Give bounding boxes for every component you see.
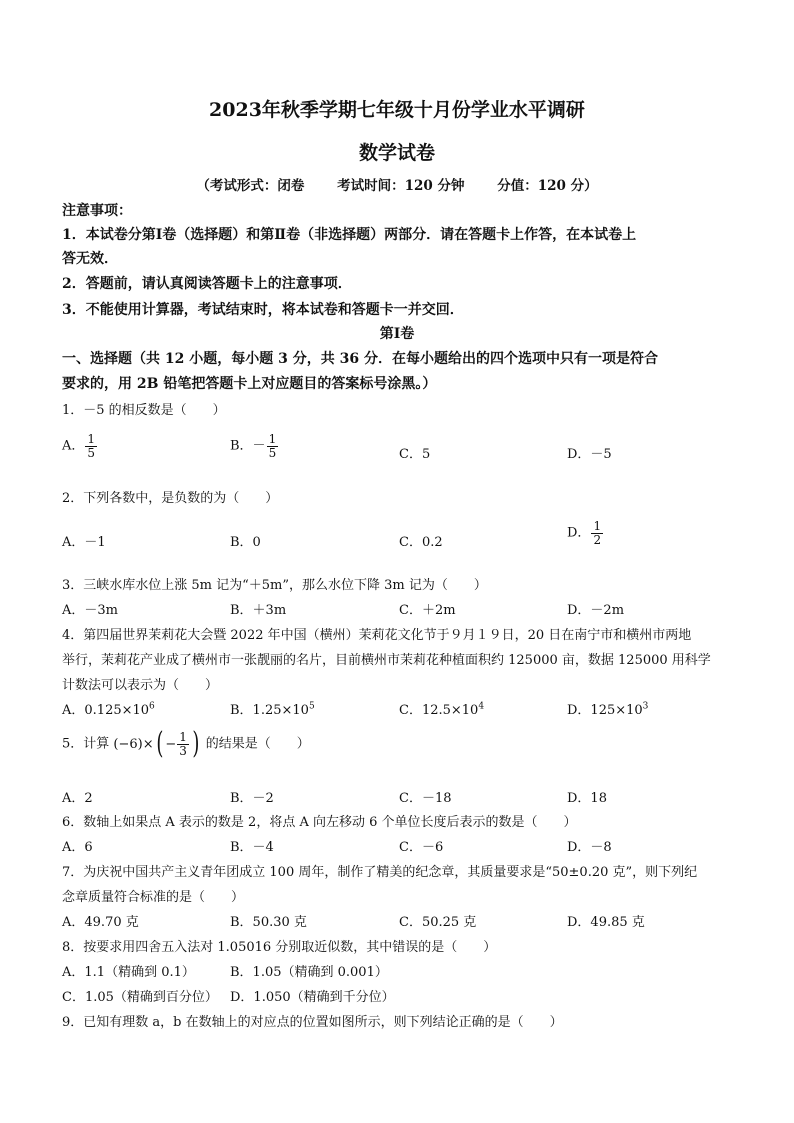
page-subtitle: 数学试卷 bbox=[358, 142, 435, 164]
q4-line-2: 举行，茉莉花产业成了横州市一张靓丽的名片，目前横州市茉莉花种植面积约 125000 亩，数据 125000 用科学 bbox=[62, 653, 711, 668]
q6-stem: 6．数轴上如果点 A 表示的数是 2，将点 A 向左移动 6 个单位长度后表示的数是（ ） bbox=[62, 815, 577, 830]
q5-option-b: B．－2 bbox=[230, 791, 274, 806]
q5-option-a: A．2 bbox=[62, 791, 93, 806]
q2-stem: 2．下列各数中，是负数的为（ ） bbox=[62, 491, 279, 506]
q3-option-b: B．＋3m bbox=[230, 603, 287, 618]
section-1-line-1: 一、选择题（共 12 小题，每小题 3 分，共 36 分．在每小题给出的四个选项中只有一项是符合 bbox=[62, 351, 658, 367]
q2-option-c: C．0.2 bbox=[399, 535, 443, 550]
q2-option-a: A．－1 bbox=[62, 535, 106, 550]
q2-d-fraction: $\frac{1}{2}$ bbox=[593, 519, 602, 547]
q2-option-d: D． $\frac{1}{2}$ bbox=[567, 519, 602, 547]
exam-score: 分值：120 分） bbox=[497, 178, 598, 194]
exam-form: （考试形式：闭卷 bbox=[196, 178, 305, 194]
q5-option-c: C．－18 bbox=[399, 791, 452, 806]
q7-line-1: 7．为庆祝中国共产主义青年团成立 100 周年，制作了精美的纪念章，其质量要求是“50±0.20 克”，则下列纪 bbox=[62, 865, 698, 880]
exam-info bbox=[0, 174, 794, 194]
page-title: 2023年秋季学期七年级十月份学业水平调研 bbox=[209, 99, 585, 121]
q1-option-c: C．5 bbox=[399, 447, 431, 462]
q9-stem: 9．已知有理数 a，b 在数轴上的对应点的位置如图所示，则下列结论正确的是（ ） bbox=[62, 1015, 563, 1030]
q7-option-d: D．49.85 克 bbox=[567, 915, 645, 930]
q5-expression: (−6)×( − $\frac{1}{3}$ ) bbox=[113, 726, 200, 761]
note-1b: 答无效． bbox=[62, 251, 118, 267]
q1-option-a: A． $\frac{1}{5}$ bbox=[62, 432, 96, 460]
q7-line-2: 念章质量符合标准的是（ ） bbox=[62, 890, 245, 905]
q3-option-a: A．－3m bbox=[62, 603, 118, 618]
q6-option-d: D．－8 bbox=[567, 840, 612, 855]
q6-option-b: B．－4 bbox=[230, 840, 274, 855]
q4-option-c: C．$12.5\times 10^4$ bbox=[399, 701, 485, 718]
q5-option-d: D．18 bbox=[567, 791, 607, 806]
q1-stem: 1．－5 的相反数是（ ） bbox=[62, 403, 226, 418]
q4-option-a: A．$0.125\times 10^6$ bbox=[62, 701, 155, 718]
q8-option-b: B．1.05（精确到 0.001） bbox=[230, 965, 388, 980]
q5-stem: 5．计算 (−6)×( − $\frac{1}{3}$ ) 的结果是（ ） bbox=[62, 726, 310, 761]
q4-option-b: B．$1.25\times 10^5$ bbox=[230, 701, 315, 718]
q1-option-b: B．－ $\frac{1}{5}$ bbox=[230, 432, 277, 460]
q7-option-a: A．49.70 克 bbox=[62, 915, 139, 930]
q3-stem: 3．三峡水库水位上涨 5m 记为“＋5m”，那么水位下降 3m 记为（ ） bbox=[62, 578, 487, 593]
q2-option-b: B．0 bbox=[230, 535, 261, 550]
note-1a: 1．本试卷分第Ⅰ卷（选择题）和第Ⅱ卷（非选择题）两部分．请在答题卡上作答，在本试卷上 bbox=[62, 227, 637, 243]
note-2: 2．答题前，请认真阅读答题卡上的注意事项． bbox=[62, 276, 352, 292]
q1-a-fraction: $\frac{1}{5}$ bbox=[87, 432, 96, 460]
volume-label: 第Ⅰ卷 bbox=[379, 326, 415, 342]
q1-option-d: D．－5 bbox=[567, 447, 612, 462]
q4-line-3: 计数法可以表示为（ ） bbox=[62, 678, 219, 693]
q8-stem: 8．按要求用四舍五入法对 1.05016 分别取近似数，其中错误的是（ ） bbox=[62, 940, 497, 955]
q1-b-fraction: $\frac{1}{5}$ bbox=[268, 432, 277, 460]
notes-heading: 注意事项： bbox=[62, 203, 132, 219]
q3-option-d: D．－2m bbox=[567, 603, 625, 618]
q3-option-c: C．＋2m bbox=[399, 603, 456, 618]
q4-line-1: 4．第四届世界茉莉花大会暨 2022 年中国（横州）茉莉花文化节于９月１９日，20 日在南宁市和横州市两地 bbox=[62, 628, 692, 643]
q6-option-c: C．－6 bbox=[399, 840, 444, 855]
section-1-line-2: 要求的，用 2B 铅笔把答题卡上对应题目的答案标号涂黑。） bbox=[62, 376, 437, 392]
q6-option-a: A．6 bbox=[62, 840, 93, 855]
q4-option-d: D．$125\times 10^3$ bbox=[567, 701, 649, 718]
q7-option-c: C．50.25 克 bbox=[399, 915, 477, 930]
q7-option-b: B．50.30 克 bbox=[230, 915, 307, 930]
q8-option-c: C．1.05（精确到百分位） bbox=[62, 990, 218, 1005]
q8-option-d: D．1.050（精确到千分位） bbox=[230, 990, 395, 1005]
q8-option-a: A．1.1（精确到 0.1） bbox=[62, 965, 195, 980]
note-3: 3．不能使用计算器，考试结束时，将本试卷和答题卡一并交回． bbox=[62, 302, 464, 318]
exam-time: 考试时间：120 分钟 bbox=[337, 178, 465, 194]
